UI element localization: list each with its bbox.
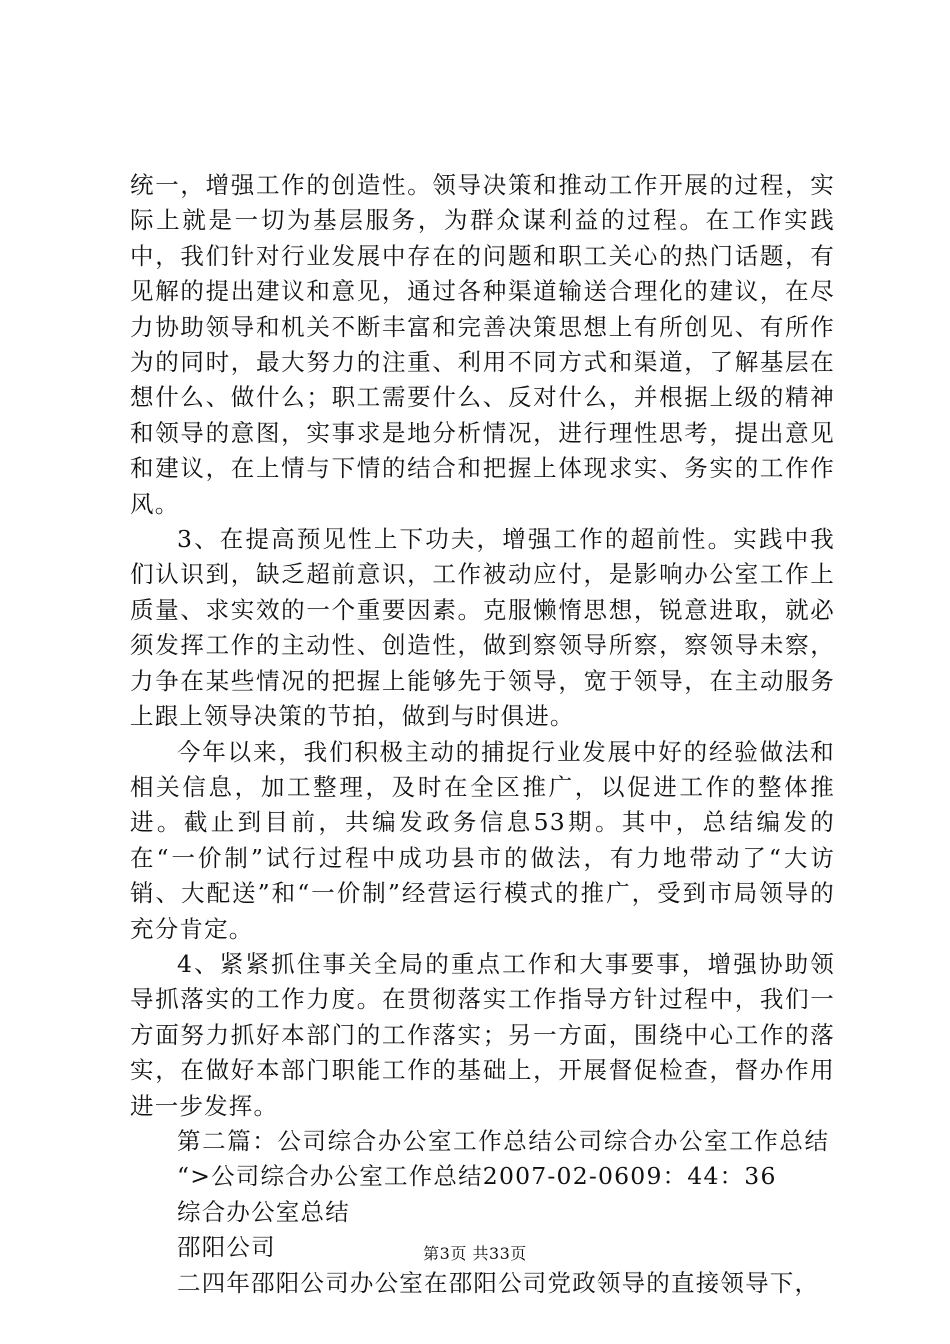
paragraph-2: 3、在提高预见性上下功夫，增强工作的超前性。实践中我们认识到，缺乏超前意识，工作被动应付，是影响办公室工作上质量、求实效的一个重要因素。克服懒惰思想，锐意进取，就必须发挥工作的主动性、创造性，做到察领导所察，察领导未察，力争在某些情况的把握上能够先于领导，宽于领导，在主动服务上跟上领导决策的节拍，做到与时俱进。 bbox=[130, 525, 835, 731]
document-body bbox=[130, 168, 835, 1301]
section-heading: 第二篇：公司综合办公室工作总结公司综合办公室工作总结 bbox=[177, 1126, 830, 1155]
paragraph-4: 4、紧紧抓住事关全局的重点工作和大事要事，增强协助领导抓落实的工作力度。在贯彻落实工作指导方针过程中，我们一方面努力抓好本部门的工作落实；另一方面，围绕中心工作的落实，在做好本部门职能工作的基础上，开展督促检查，督办作用进一步发挥。 bbox=[130, 949, 835, 1120]
paragraph-1: 统一，增强工作的创造性。领导决策和推动工作开展的过程，实际上就是一切为基层服务，为群众谋利益的过程。在工作实践中，我们针对行业发展中存在的问题和职工关心的热门话题，有见解的提出建议和意见，通过各种渠道输送合理化的建议，在尽力协助领导和机关不断丰富和完善决策思想上有所创见、有所作为的同时，最大努力的注重、利用不同方式和渠道，了解基层在想什么、做什么；职工需要什么、反对什么，并根据上级的精神和领导的意图，实事求是地分析情况，进行理性思考，提出意见和建议，在上情与下情的结合和把握上体现求实、务实的工作作风。 bbox=[130, 171, 835, 518]
summary-title: 综合办公室总结 bbox=[177, 1197, 350, 1226]
company-name: 邵阳公司 bbox=[177, 1233, 276, 1262]
paragraph-intro: 二四年邵阳公司办公室在邵阳公司党政领导的直接领导下， bbox=[177, 1268, 820, 1297]
article-title-line: “>公司综合办公室工作总结2007-02-0609：44：36 bbox=[177, 1162, 777, 1191]
paragraph-3: 今年以来，我们积极主动的捕捉行业发展中好的经验做法和相关信息，加工整理，及时在全区推广，以促进工作的整体推进。截止到目前，共编发政务信息53期。其中，总结编发的在“一价制”试行过程中成功县市的做法，有力地带动了“大访销、大配送”和“一价制”经营运行模式的推广，受到市局领导的充分肯定。 bbox=[130, 737, 835, 943]
page-number-footer: 第3页 共33页 bbox=[423, 1244, 527, 1263]
